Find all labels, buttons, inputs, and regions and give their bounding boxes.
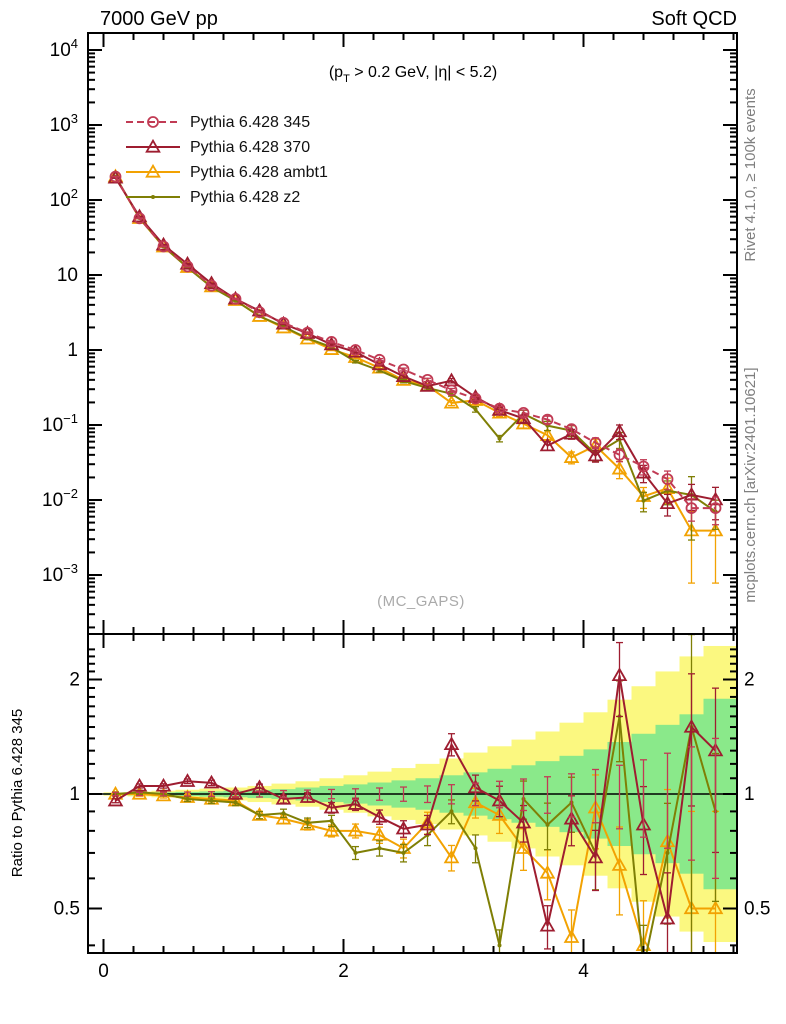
main-frame (88, 33, 737, 634)
data-marker (666, 851, 670, 855)
series-line (116, 177, 716, 531)
data-marker (186, 797, 190, 801)
ratio-y-tick-label: 1 (744, 784, 755, 805)
legend (126, 114, 328, 206)
y-tick-label: $10^4$ (49, 36, 78, 61)
page-title-right: Soft QCD (651, 8, 737, 30)
data-marker (306, 821, 310, 825)
legend-item (126, 189, 300, 206)
y-tick-label: $10^{-1}$ (42, 411, 78, 436)
data-marker (282, 811, 286, 815)
legend-item (126, 114, 310, 131)
data-marker (354, 360, 358, 364)
data-marker (642, 499, 646, 503)
data-marker (258, 813, 262, 817)
ratio-y-tick-label: 0.5 (53, 898, 80, 920)
ratio-y-tick-label: 1 (69, 784, 80, 805)
x-tick-label: 2 (338, 961, 349, 982)
data-marker (498, 437, 502, 441)
x-axis-labels (98, 961, 589, 982)
ratio-y-axis-title: Ratio to Pythia 6.428 345 (9, 708, 26, 878)
data-marker (474, 846, 478, 850)
data-marker (450, 809, 454, 813)
legend-item (126, 164, 328, 181)
data-marker (354, 851, 358, 855)
y-tick-label: $10^{-2}$ (42, 486, 78, 511)
legend-label: Pythia 6.428 370 (190, 139, 311, 156)
data-marker (474, 407, 478, 411)
y-tick-label: 1 (67, 340, 78, 361)
page-title-left: 7000 GeV pp (100, 8, 218, 30)
y-tick-label: 10 (56, 265, 78, 286)
data-marker (642, 965, 646, 969)
y-tick-label: $10^3$ (49, 111, 78, 136)
ratio-panel (54, 634, 771, 1024)
data-marker (378, 846, 382, 850)
data-marker (498, 943, 502, 947)
main-axes-layer (42, 33, 737, 634)
ratio-y-tick-label: 0.5 (744, 898, 771, 920)
side-note-rivet: Rivet 4.1.0, ≥ 100k events (742, 88, 759, 262)
legend-label: Pythia 6.428 z2 (190, 189, 301, 206)
legend-item (126, 139, 310, 156)
x-tick-label: 0 (98, 961, 109, 982)
main-series-layer (109, 170, 722, 583)
main-panel (42, 33, 737, 634)
legend-label: Pythia 6.428 345 (190, 114, 311, 131)
data-marker (402, 851, 406, 855)
cut-annotation: ($p_T > 0.2$ GeV, |η| < 5.2) (328, 64, 498, 85)
y-tick-label: $10^{-3}$ (42, 561, 78, 586)
watermark: (MC_GAPS) (377, 593, 465, 610)
data-marker (234, 800, 238, 804)
ratio-y-tick-label: 2 (69, 669, 80, 691)
legend-label: Pythia 6.428 ambt1 (190, 164, 328, 181)
ratio-y-tick-label: 2 (744, 669, 755, 691)
side-note-mcplots: mcplots.cern.ch [arXiv:2401.10621] (742, 367, 759, 603)
data-marker (546, 823, 550, 827)
data-marker (151, 195, 155, 199)
data-marker (330, 819, 334, 823)
series-line (116, 177, 716, 508)
x-tick-label: 4 (578, 961, 589, 982)
data-marker (210, 799, 214, 803)
series-line (116, 177, 716, 512)
y-tick-label: $10^2$ (49, 186, 78, 211)
ratio-series-layer (109, 635, 722, 1024)
